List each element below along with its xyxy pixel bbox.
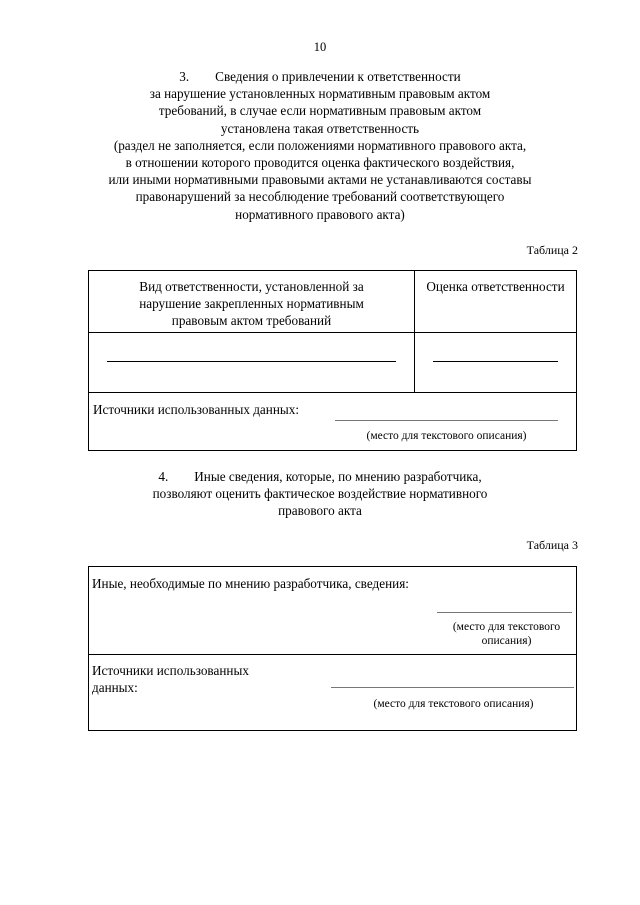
table-3-sources-hint: (место для текстового описания): [373, 698, 534, 710]
table-2-caption: Таблица 2: [526, 243, 578, 257]
section-3-line: установлена такая ответственность: [220, 120, 420, 136]
table-3-sources-label: Источники использованных данных:: [92, 663, 249, 695]
table-2-liability-type-cell[interactable]: [89, 333, 415, 393]
section-4-heading: [60, 468, 580, 520]
table-2-sources-hint: (место для текстового описания): [366, 430, 527, 442]
section-3-line: в отношении которого проводится оценка фактического воздействия,: [125, 155, 515, 171]
table-2-sources-blank-line: [335, 420, 558, 421]
section-3-line: за нарушение установленных нормативным правовым актом: [149, 86, 491, 102]
section-4-line: позволяют оценить фактическое воздействие нормативного: [152, 486, 488, 502]
table-3-caption: Таблица 3: [526, 538, 578, 552]
section-3-line: требований, в случае если нормативным правовым актом: [158, 103, 482, 119]
section-3-line: правонарушений за несоблюдение требований соответствующего: [135, 189, 505, 205]
assessment-blank-line: [433, 361, 558, 362]
section-4-line: правового акта: [278, 503, 362, 519]
table-3-other-label: Иные, необходимые по мнению разработчика, сведения:: [92, 576, 409, 591]
table-3-other-blank-line: [437, 612, 572, 613]
section-4-number: 4.: [158, 469, 169, 484]
page-number: 10: [313, 40, 327, 54]
section-3-heading: [60, 68, 580, 223]
table-2-col2-header: Оценка ответственности: [415, 271, 577, 333]
table-3: [88, 566, 577, 731]
table-2-assessment-cell[interactable]: [415, 333, 577, 393]
table-2-sources-label: Источники использованных данных:: [93, 402, 300, 417]
section-4-line: Иные сведения, которые, по мнению разработчика,: [194, 469, 482, 484]
liability-type-blank-line: [107, 361, 396, 362]
section-3-line: (раздел не заполняется, если положениями нормативного правового акта,: [113, 137, 527, 153]
table-3-other-hint: (место для текстового описания): [452, 621, 561, 647]
table-3-sources-blank-line: [331, 687, 574, 688]
section-3-line: нормативного правового акта): [235, 206, 405, 222]
section-3-line: или иными нормативными правовыми актами не устанавливаются составы: [108, 172, 532, 188]
table-3-other-info-cell[interactable]: [89, 567, 577, 655]
table-3-sources-cell[interactable]: [89, 655, 577, 731]
section-3-line: Сведения о привлечении к ответственности: [215, 69, 461, 84]
table-2-col1-header: Вид ответственности, установленной за нарушение закрепленных нормативным правовым актом требований: [89, 271, 415, 333]
table-2: [88, 270, 577, 451]
table-2-sources-cell[interactable]: [89, 393, 577, 451]
section-3-number: 3.: [179, 69, 190, 84]
